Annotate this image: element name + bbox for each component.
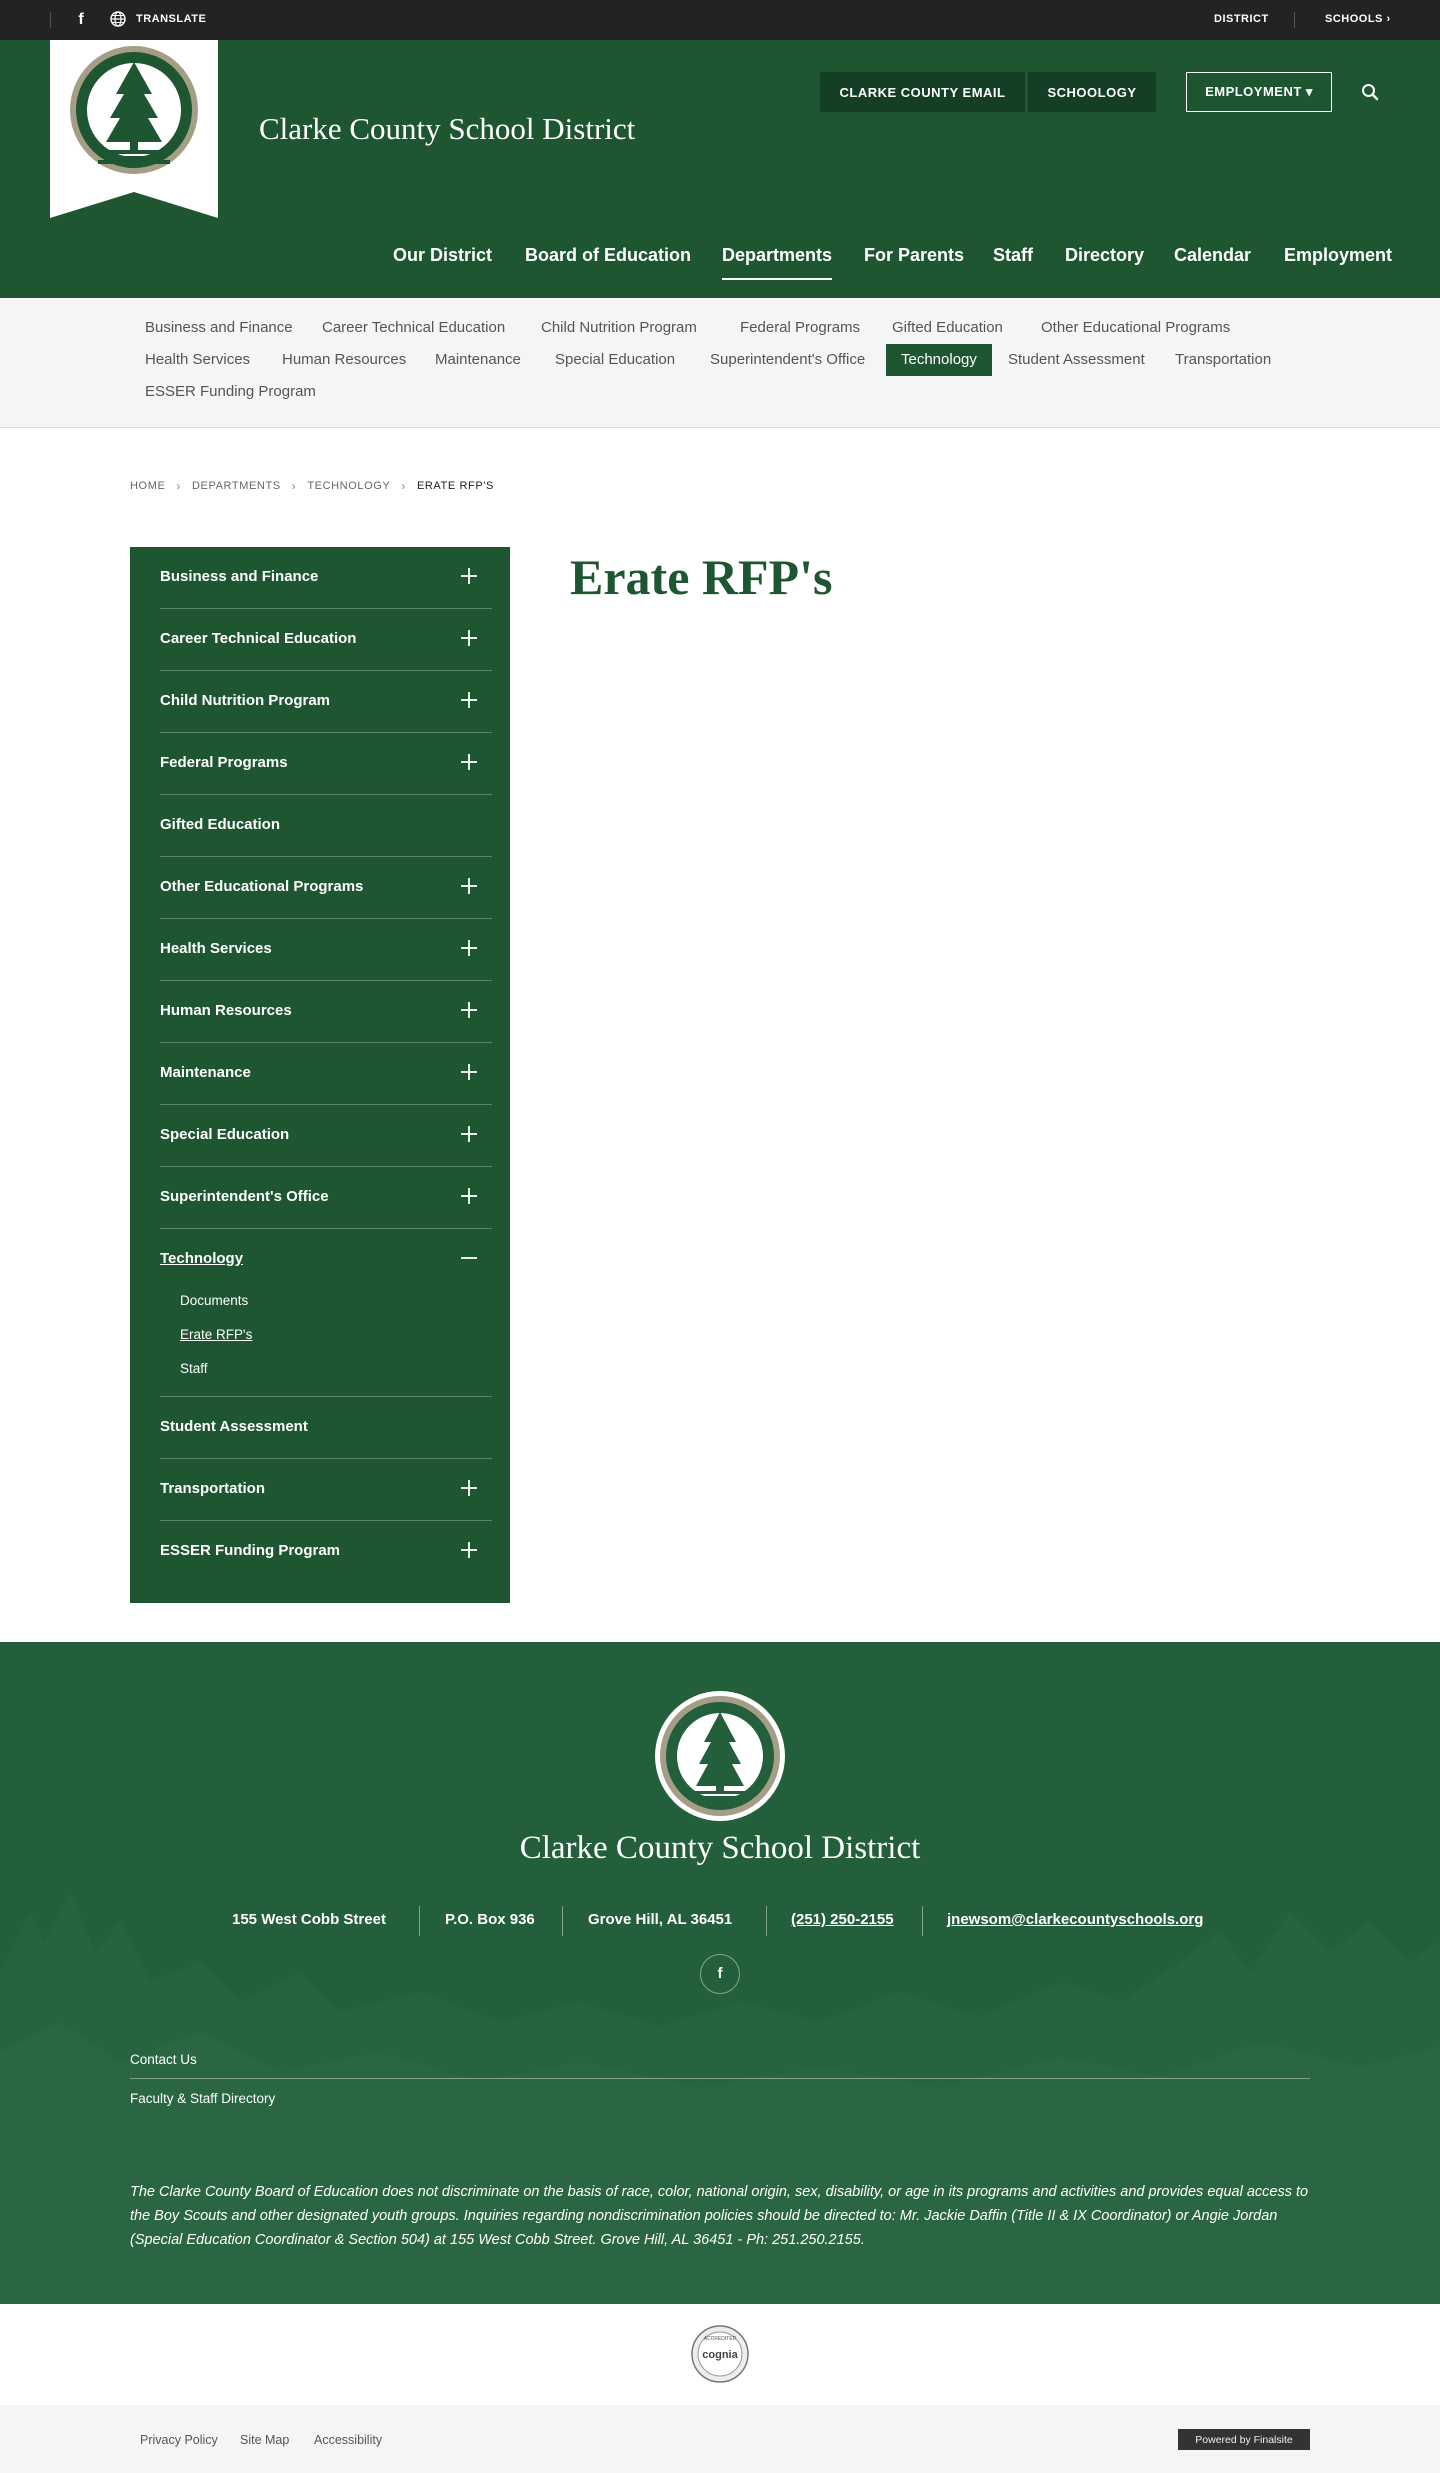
chevron-right-icon: › — [1386, 13, 1391, 25]
section-sidebar — [130, 547, 510, 1603]
accreditation-top-text: ACCREDITED — [703, 2336, 737, 2342]
sidebar-item-label: Student Assessment — [160, 1418, 308, 1435]
sidebar-item-technology[interactable] — [160, 1229, 492, 1397]
subnav-special-education[interactable]: Special Education — [555, 351, 676, 368]
site-title[interactable]: Clarke County School District — [259, 111, 636, 146]
facebook-icon[interactable]: f — [700, 1954, 740, 1994]
chevron-right-icon: › — [291, 479, 297, 493]
privacy-policy-link[interactable]: Privacy Policy — [140, 2433, 218, 2447]
subnav-career-technical-education[interactable]: Career Technical Education — [322, 319, 506, 336]
nondiscrimination-statement: The Clarke County Board of Education does not discriminate on the basis of race, color, national origin, sex, disability, or age in its programs and activities and provides equal access to the Boy Scouts and other designated youth groups. Inquiries regarding nondiscrimination policies should be directed to: Mr. Jackie Daffin (Title II & IX Coordinator) or Angie Jordan (Special Education Coordinator & Section 504) at 155 West Cobb Street. Grove Hill, AL 36451 - Ph: 251.250.2155. — [130, 2184, 1309, 2248]
sidebar-item-human-resources[interactable] — [160, 981, 492, 1043]
powered-by-finalsite-link[interactable] — [1178, 2429, 1310, 2450]
sidebar-item-label: Transportation — [160, 1480, 266, 1497]
plus-icon[interactable] — [458, 751, 480, 773]
sidebar-item-other-educational-programs[interactable] — [160, 857, 492, 919]
sidebar-item-label: Gifted Education — [160, 816, 280, 833]
subnav-business-and-finance[interactable]: Business and Finance — [145, 319, 293, 336]
subnav-other-educational-programs[interactable]: Other Educational Programs — [1041, 319, 1231, 336]
breadcrumb-current: ERATE RFP'S — [416, 480, 494, 492]
sidebar-item-label: Health Services — [160, 940, 272, 957]
globe-icon — [110, 11, 126, 27]
breadcrumb-technology[interactable]: TECHNOLOGY — [307, 480, 391, 492]
schoology-button[interactable]: SCHOOLOGY — [1028, 72, 1156, 112]
sidebar-item-label: Special Education — [160, 1126, 290, 1143]
divider — [419, 1906, 420, 1936]
sidebar-item-label: Child Nutrition Program — [160, 692, 330, 709]
sidebar-subitem-erate-rfps[interactable]: Erate RFP's — [180, 1327, 253, 1342]
finalsite-label: Powered by Finalsite — [1195, 2433, 1293, 2446]
divider — [50, 12, 51, 28]
translate-label: TRANSLATE — [136, 13, 207, 25]
sidebar-item-label: Maintenance — [160, 1064, 251, 1081]
utility-bar — [0, 0, 1440, 40]
divider — [130, 2078, 1310, 2079]
sidebar-item-special-education[interactable] — [160, 1105, 492, 1167]
subnav-student-assessment[interactable]: Student Assessment — [1008, 351, 1145, 368]
breadcrumb-home[interactable]: HOME — [130, 480, 166, 492]
plus-icon[interactable] — [458, 627, 480, 649]
sidebar-item-label: Business and Finance — [160, 568, 319, 585]
district-link[interactable]: DISTRICT — [1214, 13, 1269, 25]
sidebar-item-federal-programs[interactable] — [160, 733, 492, 795]
divider — [562, 1906, 563, 1936]
bottom-bar — [0, 2405, 1440, 2473]
subnav-esser-funding-program[interactable]: ESSER Funding Program — [145, 383, 316, 400]
sidebar-item-label: Federal Programs — [160, 754, 288, 771]
subnav-superintendents-office[interactable]: Superintendent's Office — [710, 351, 866, 368]
subnav-technology[interactable]: Technology — [886, 344, 992, 376]
district-logo[interactable] — [50, 40, 218, 218]
subnav-transportation[interactable]: Transportation — [1175, 351, 1272, 368]
footer-address: 155 West Cobb Street — [232, 1911, 386, 1928]
footer-city: Grove Hill, AL 36451 — [588, 1911, 733, 1928]
plus-icon[interactable] — [458, 937, 480, 959]
sidebar-item-label: ESSER Funding Program — [160, 1542, 341, 1559]
sidebar-item-maintenance[interactable] — [160, 1043, 492, 1105]
footer-link-faculty-staff-directory[interactable]: Faculty & Staff Directory — [130, 2091, 276, 2106]
divider — [922, 1906, 923, 1936]
subnav-gifted-education[interactable]: Gifted Education — [892, 319, 1003, 336]
plus-icon[interactable] — [458, 1477, 480, 1499]
site-map-link[interactable]: Site Map — [240, 2433, 290, 2447]
sidebar-item-superintendents-office[interactable] — [160, 1167, 492, 1229]
plus-icon[interactable] — [458, 875, 480, 897]
nav-employment[interactable]: Employment — [1284, 245, 1393, 265]
site-footer — [0, 1642, 1440, 2304]
accessibility-link[interactable]: Accessibility — [314, 2433, 383, 2447]
department-subnav — [0, 298, 1440, 428]
sidebar-subitem-staff[interactable]: Staff — [180, 1361, 208, 1376]
breadcrumb-departments[interactable]: DEPARTMENTS — [192, 480, 281, 492]
site-header — [0, 40, 1440, 298]
clarke-county-email-button[interactable]: CLARKE COUNTY EMAIL — [820, 72, 1025, 112]
nav-departments[interactable]: Departments — [722, 245, 833, 265]
sidebar-item-business-and-finance[interactable] — [160, 547, 492, 609]
translate-button[interactable] — [110, 11, 206, 27]
search-icon[interactable] — [1360, 82, 1380, 102]
nav-calendar[interactable]: Calendar — [1174, 245, 1252, 265]
sidebar-item-esser-funding-program[interactable] — [160, 1521, 492, 1583]
cognia-accreditation-badge[interactable] — [691, 2325, 749, 2383]
nav-board-of-education[interactable]: Board of Education — [525, 245, 691, 265]
sidebar-item-student-assessment[interactable] — [160, 1397, 492, 1459]
subnav-maintenance[interactable]: Maintenance — [435, 351, 521, 368]
schools-dropdown[interactable] — [1325, 13, 1391, 25]
sidebar-item-health-services[interactable] — [160, 919, 492, 981]
sidebar-item-label: Career Technical Education — [160, 630, 357, 647]
subnav-health-services[interactable]: Health Services — [145, 351, 251, 368]
plus-icon[interactable] — [458, 1123, 480, 1145]
chevron-right-icon: › — [401, 479, 406, 493]
sidebar-item-transportation[interactable] — [160, 1459, 492, 1521]
minus-icon[interactable] — [458, 1247, 480, 1269]
divider — [1294, 12, 1295, 28]
plus-icon[interactable] — [458, 1061, 480, 1083]
sidebar-item-career-technical-education[interactable] — [160, 609, 492, 671]
breadcrumb — [130, 479, 494, 493]
employment-dropdown[interactable]: EMPLOYMENT ▾ — [1186, 72, 1332, 112]
sidebar-subitem-documents[interactable]: Documents — [180, 1293, 249, 1308]
facebook-icon[interactable]: f — [78, 11, 84, 28]
footer-contact — [0, 1906, 1440, 1936]
subnav-human-resources[interactable]: Human Resources — [282, 351, 407, 368]
subnav-child-nutrition-program[interactable]: Child Nutrition Program — [541, 319, 697, 336]
footer-po-box: P.O. Box 936 — [445, 1911, 535, 1928]
schools-label: SCHOOLS — [1325, 13, 1383, 25]
plus-icon[interactable] — [458, 689, 480, 711]
nav-our-district[interactable]: Our District — [393, 245, 493, 265]
accreditation-text: cognia — [702, 2349, 738, 2361]
sidebar-item-label: Other Educational Programs — [160, 878, 364, 895]
plus-icon[interactable] — [458, 1539, 480, 1561]
footer-phone-link[interactable]: (251) 250-2155 — [791, 1911, 894, 1928]
plus-icon[interactable] — [458, 1185, 480, 1207]
district-seal — [654, 1690, 786, 1822]
sidebar-item-label: Technology — [160, 1250, 244, 1267]
divider — [766, 1906, 767, 1936]
footer-email-link[interactable]: jnewsom@clarkecountyschools.org — [947, 1911, 1204, 1928]
nav-for-parents[interactable]: For Parents — [864, 245, 965, 265]
plus-icon[interactable] — [458, 999, 480, 1021]
nav-staff[interactable]: Staff — [993, 245, 1033, 265]
footer-link-contact-us[interactable]: Contact Us — [130, 2052, 197, 2067]
plus-icon[interactable] — [458, 565, 480, 587]
sidebar-item-label: Superintendent's Office — [160, 1188, 329, 1205]
sidebar-item-gifted-education[interactable] — [160, 795, 492, 857]
page-title: Erate RFP's — [570, 549, 833, 605]
sidebar-item-label: Human Resources — [160, 1002, 292, 1019]
nav-directory[interactable]: Directory — [1065, 245, 1145, 265]
sidebar-item-child-nutrition-program[interactable] — [160, 671, 492, 733]
footer-title: Clarke County School District — [519, 1830, 921, 1866]
subnav-federal-programs[interactable]: Federal Programs — [740, 319, 861, 336]
chevron-right-icon: › — [176, 479, 182, 493]
